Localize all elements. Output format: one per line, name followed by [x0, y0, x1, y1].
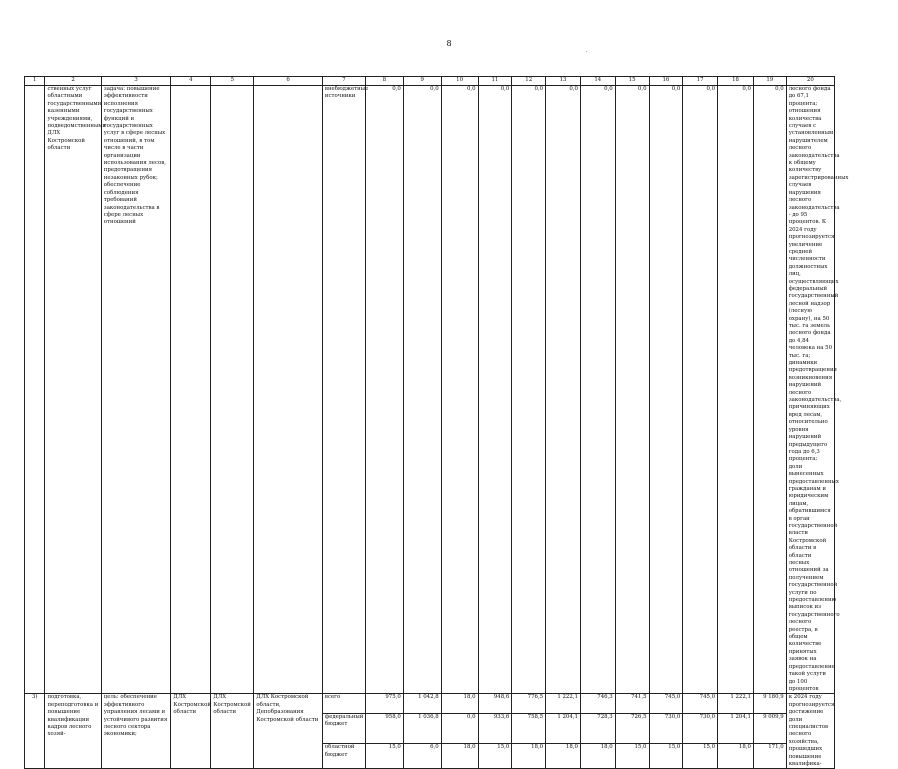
header-cell: 7	[322, 77, 365, 86]
value-cell: 0,0	[441, 713, 478, 744]
goal-task-cell: задача: повышение эффективности исполнения государственных функций и государственных услуг в сфере лесных отношений, в том числе в части организации использования лесов, предотвращения незаконных рубок; обеспечение соблюдения требований законодательства в сфере лесных отношений	[101, 86, 171, 694]
value-cell: 0,0	[478, 86, 512, 694]
value-cell: 15,0	[615, 744, 649, 769]
header-cell: 4	[171, 77, 211, 86]
program-table	[24, 76, 849, 769]
value-cell: 745,0	[649, 694, 683, 713]
funding-source-cell: внебюджетные источники	[322, 86, 365, 694]
value-cell: 15,0	[683, 744, 718, 769]
value-cell: 745,0	[683, 694, 718, 713]
header-cell: 5	[211, 77, 254, 86]
row-number-cell	[25, 86, 45, 694]
value-cell: 0,0	[683, 86, 718, 694]
header-cell: 17	[683, 77, 718, 86]
value-cell: 758,5	[512, 713, 546, 744]
header-cell: 13	[546, 77, 581, 86]
row-number-cell: 3)	[25, 694, 45, 769]
executor-cell	[171, 86, 211, 694]
value-cell: 0,0	[546, 86, 581, 694]
funding-source-cell: областной бюджет	[322, 744, 365, 769]
value-cell: 0,0	[580, 86, 615, 694]
header-cell: 6	[254, 77, 323, 86]
header-cell: 12	[512, 77, 546, 86]
value-cell: 730,0	[683, 713, 718, 744]
value-cell: 776,5	[512, 694, 546, 713]
executor-cell: ДЛХ Костромской области	[171, 694, 211, 769]
expected-results-cell: лесного фонда до 67,1 процента; отношения количества случаев с установленным нарушителем лесного законодательства к общему количеству зарегистрированных случаев нарушения лесного законодательства - до 95 процентов. К 2024 году прогнозируется увеличение средней численности должностных лиц, осуществляющих федеральный государственный лесной надзор (лесную охрану), на 50 тыс. га земель лесного фонда до 4,84 человека на 50 тыс. га; динамики предотвращения возникновения нарушений лесного законодательства, причиняющих вред лесам, относительно уровня нарушений предыдущего года до 6,3 процента; доли вынесенных предоставленных гражданам и юридическим лицам, обратившимся в орган государственной власти Костромской области в области лесных отношений за получением государственной услуги по предоставлению выписок из государственного лесного реестра, в общем количестве принятых заявок на предоставление такой услуги до 100 процентов	[786, 86, 834, 694]
value-cell: 958,0	[365, 713, 403, 744]
value-cell: 0,0	[615, 86, 649, 694]
value-cell: 6,0	[403, 744, 441, 769]
funding-source-cell: федеральный бюджет	[322, 713, 365, 744]
value-cell: 171,0	[753, 744, 786, 769]
value-cell: 0,0	[649, 86, 683, 694]
value-cell: 0,0	[441, 86, 478, 694]
event-name-cell: подготовка, переподготовка и повышение квалификации кадров лесного хозяй-	[45, 694, 101, 769]
value-cell: 1 204,1	[546, 713, 581, 744]
value-cell: 15,0	[478, 744, 512, 769]
value-cell: 1 222,1	[546, 694, 581, 713]
value-cell: 18,0	[512, 744, 546, 769]
coexecutor-cell: ДЛХ Костромской области	[211, 694, 254, 769]
header-cell: 3	[101, 77, 171, 86]
event-name-cell: ственных услуг областными государственными казенными учреждениями, подведомственными ДЛХ Костромской области	[45, 86, 101, 694]
header-cell: 9	[403, 77, 441, 86]
funding-source-cell: всего	[322, 694, 365, 713]
header-cell: 8	[365, 77, 403, 86]
coexecutor-cell	[211, 86, 254, 694]
value-cell: 1 036,8	[403, 713, 441, 744]
value-cell: 975,0	[365, 694, 403, 713]
table-row-continued	[25, 86, 835, 694]
value-cell: 728,3	[580, 713, 615, 744]
value-cell: 730,0	[649, 713, 683, 744]
value-cell: 18,0	[441, 694, 478, 713]
value-cell: 1 042,8	[403, 694, 441, 713]
participant-cell	[254, 86, 323, 694]
value-cell: 9 009,9	[753, 713, 786, 744]
value-cell: 9 180,9	[753, 694, 786, 713]
header-cell: 2	[45, 77, 101, 86]
goal-task-cell: цель: обеспечение эффективного управления лесами и устойчивого развития лесного сектора экономики;	[101, 694, 171, 769]
value-cell: 746,3	[580, 694, 615, 713]
header-cell: 20	[786, 77, 834, 86]
value-cell: 1 222,1	[718, 694, 754, 713]
value-cell: 15,0	[649, 744, 683, 769]
value-cell: 0,0	[365, 86, 403, 694]
header-cell: 15	[615, 77, 649, 86]
expected-results-cell: к 2024 году прогнозируется достижение доли специалистов лесного хозяйства, прошедших повышение квалифика-	[786, 694, 834, 769]
value-cell: 18,0	[441, 744, 478, 769]
participant-cell: ДЛХ Костромской области, Депобразования Костромской области	[254, 694, 323, 769]
value-cell: 1 204,1	[718, 713, 754, 744]
page-number: 8	[446, 39, 452, 48]
value-cell: 0,0	[753, 86, 786, 694]
header-cell: 16	[649, 77, 683, 86]
table-row	[25, 694, 835, 713]
header-cell: 19	[753, 77, 786, 86]
header-row	[25, 77, 835, 86]
scan-speck	[586, 51, 587, 52]
header-cell: 11	[478, 77, 512, 86]
value-cell: 0,0	[512, 86, 546, 694]
value-cell: 18,0	[580, 744, 615, 769]
value-cell: 0,0	[718, 86, 754, 694]
header-cell: 18	[718, 77, 754, 86]
value-cell: 741,5	[615, 694, 649, 713]
header-cell: 1	[25, 77, 45, 86]
header-cell: 14	[580, 77, 615, 86]
value-cell: 18,0	[718, 744, 754, 769]
value-cell: 948,6	[478, 694, 512, 713]
header-cell: 10	[441, 77, 478, 86]
value-cell: 18,0	[546, 744, 581, 769]
value-cell: 726,5	[615, 713, 649, 744]
value-cell: 933,6	[478, 713, 512, 744]
value-cell: 0,0	[403, 86, 441, 694]
value-cell: 15,0	[365, 744, 403, 769]
